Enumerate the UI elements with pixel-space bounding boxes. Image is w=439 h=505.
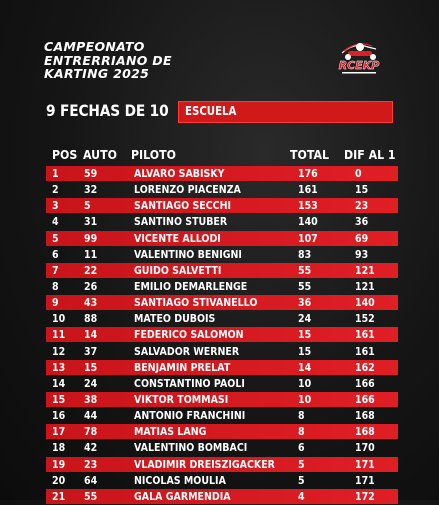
cell-auto: 5: [84, 199, 91, 213]
cell-total: 153: [298, 199, 318, 213]
col-header-pos: POS: [52, 147, 78, 162]
cell-total: 176: [298, 167, 318, 180]
table-row: [46, 392, 398, 408]
cell-piloto: SANTINO STUBER: [134, 215, 228, 229]
cell-piloto: VICENTE ALLODI: [134, 231, 221, 245]
title-line-2: ENTRERRIANO DE: [44, 52, 172, 68]
standings-table: [46, 166, 398, 505]
cell-pos: 13: [52, 360, 66, 374]
cell-pos: 12: [52, 344, 66, 358]
cell-auto: 44: [84, 409, 98, 423]
cell-dif: 121: [355, 279, 375, 293]
table-row: [46, 166, 398, 182]
table-row: [46, 263, 398, 279]
cell-pos: 1: [52, 167, 59, 180]
cell-auto: 55: [84, 489, 98, 503]
cell-dif: 168: [355, 425, 375, 439]
table-row: [46, 408, 398, 424]
cell-dif: 166: [355, 376, 375, 390]
cell-pos: 6: [52, 247, 59, 261]
cell-piloto: MATEO DUBOIS: [134, 312, 216, 326]
cell-total: 10: [298, 392, 312, 406]
table-row: [46, 424, 398, 440]
table-row: [46, 360, 398, 376]
table-row: [46, 247, 398, 263]
cell-auto: 42: [84, 441, 98, 455]
cell-total: 10: [298, 376, 312, 390]
cell-total: 83: [298, 247, 312, 261]
cell-piloto: VALENTINO BOMBACI: [134, 441, 248, 455]
cell-dif: 170: [355, 441, 375, 455]
fechas-label: 9 FECHAS DE 10: [46, 101, 169, 120]
cell-piloto: NICOLAS MOULIA: [134, 473, 226, 487]
cell-total: 8: [298, 409, 305, 423]
table-row: [46, 457, 398, 473]
table-row: [46, 231, 398, 247]
cell-auto: 88: [84, 312, 98, 326]
cell-piloto: MATIAS LANG: [134, 425, 207, 439]
cell-auto: 14: [84, 328, 98, 342]
cell-dif: 15: [355, 183, 369, 197]
cell-pos: 15: [52, 392, 66, 406]
cell-piloto: VIKTOR TOMMASI: [134, 392, 229, 406]
cell-auto: 31: [84, 215, 98, 229]
cell-pos: 20: [52, 473, 66, 487]
col-header-auto: AUTO: [83, 147, 117, 162]
cell-pos: 4: [52, 215, 59, 229]
cell-piloto: VLADIMIR DREISZIGACKER: [134, 457, 275, 471]
cell-pos: 14: [52, 376, 66, 390]
table-row: [46, 279, 398, 295]
cell-pos: 7: [52, 263, 59, 277]
table-row: [46, 295, 398, 311]
cell-pos: 21: [52, 489, 66, 503]
table-row: [46, 344, 398, 360]
cell-total: 55: [298, 279, 312, 293]
cell-pos: 8: [52, 279, 59, 293]
cell-dif: 166: [355, 392, 375, 406]
cell-piloto: EMILIO DEMARLENGE: [134, 279, 248, 293]
cell-pos: 16: [52, 409, 66, 423]
cell-auto: 59: [84, 167, 98, 180]
cell-piloto: FEDERICO SALOMON: [134, 328, 244, 342]
cell-dif: 171: [355, 473, 375, 487]
cell-total: 140: [298, 215, 318, 229]
cell-total: 161: [298, 183, 318, 197]
cell-auto: 26: [84, 279, 98, 293]
cell-dif: 161: [355, 344, 375, 358]
cell-total: 14: [298, 360, 312, 374]
category-label: ESCUELA: [185, 104, 237, 118]
cell-dif: 93: [355, 247, 369, 261]
cell-total: 5: [298, 457, 305, 471]
cell-dif: 69: [355, 231, 369, 245]
logo-text: RCEKP: [338, 59, 380, 72]
table-row: [46, 489, 398, 505]
cell-dif: 0: [355, 167, 362, 180]
cell-total: 4: [298, 489, 305, 503]
cell-auto: 11: [84, 247, 98, 261]
cell-auto: 24: [84, 376, 98, 390]
cell-auto: 15: [84, 360, 98, 374]
cell-pos: 2: [52, 183, 59, 197]
cell-piloto: ALVARO SABISKY: [134, 167, 225, 180]
championship-title: [44, 40, 172, 81]
cell-pos: 11: [52, 328, 66, 342]
table-row: [46, 473, 398, 489]
cell-piloto: CONSTANTINO PAOLI: [134, 376, 245, 390]
cell-pos: 5: [52, 231, 59, 245]
title-line-1: CAMPEONATO: [44, 39, 145, 54]
cell-dif: 172: [355, 489, 375, 503]
col-header-dif: DIF AL 1: [344, 147, 396, 162]
table-row: [46, 327, 398, 343]
cell-pos: 17: [52, 425, 66, 439]
cell-total: 15: [298, 328, 312, 342]
cell-dif: 36: [355, 215, 369, 229]
cell-auto: 32: [84, 183, 98, 197]
cell-piloto: LORENZO PIACENZA: [134, 183, 241, 197]
table-row: [46, 182, 398, 198]
table-row: [46, 311, 398, 327]
cell-total: 6: [298, 441, 305, 455]
cell-total: 55: [298, 263, 312, 277]
cell-total: 15: [298, 344, 312, 358]
cell-dif: 152: [355, 312, 375, 326]
cell-piloto: SANTIAGO SECCHI: [134, 199, 232, 213]
cell-auto: 43: [84, 296, 98, 310]
cell-total: 8: [298, 425, 305, 439]
cell-auto: 22: [84, 263, 98, 277]
cell-pos: 19: [52, 457, 66, 471]
cell-pos: 18: [52, 441, 66, 455]
table-row: [46, 440, 398, 456]
cell-auto: 64: [84, 473, 98, 487]
cell-dif: 162: [355, 360, 375, 374]
cell-piloto: GUIDO SALVETTI: [134, 263, 222, 277]
cell-total: 5: [298, 473, 305, 487]
cell-dif: 121: [355, 263, 375, 277]
cell-dif: 168: [355, 409, 375, 423]
category-badge: [178, 101, 393, 123]
cell-auto: 78: [84, 425, 98, 439]
table-row: [46, 376, 398, 392]
table-row: [46, 198, 398, 214]
cell-pos: 9: [52, 296, 59, 310]
cell-dif: 23: [355, 199, 369, 213]
cell-auto: 99: [84, 231, 98, 245]
title-line-3: KARTING 2025: [44, 66, 150, 81]
cell-total: 107: [298, 231, 318, 245]
cell-auto: 23: [84, 457, 98, 471]
col-header-total: TOTAL: [290, 147, 330, 162]
cell-piloto: GALA GARMENDIA: [134, 489, 231, 503]
cell-piloto: SANTIAGO STIVANELLO: [134, 296, 258, 310]
cell-piloto: BENJAMIN PRELAT: [134, 360, 231, 374]
cell-dif: 161: [355, 328, 375, 342]
table-row: [46, 214, 398, 230]
cell-dif: 140: [355, 296, 375, 310]
cell-pos: 3: [52, 199, 59, 213]
cell-auto: 38: [84, 392, 98, 406]
cell-auto: 37: [84, 344, 98, 358]
cell-piloto: ANTONIO FRANCHINI: [134, 409, 246, 423]
cell-piloto: SALVADOR WERNER: [134, 344, 240, 358]
col-header-piloto: PILOTO: [131, 147, 176, 162]
cell-total: 36: [298, 296, 312, 310]
cell-pos: 10: [52, 312, 66, 326]
cell-piloto: VALENTINO BENIGNI: [134, 247, 242, 261]
cell-dif: 171: [355, 457, 375, 471]
cell-total: 24: [298, 312, 312, 326]
rcekp-logo: [324, 38, 394, 78]
